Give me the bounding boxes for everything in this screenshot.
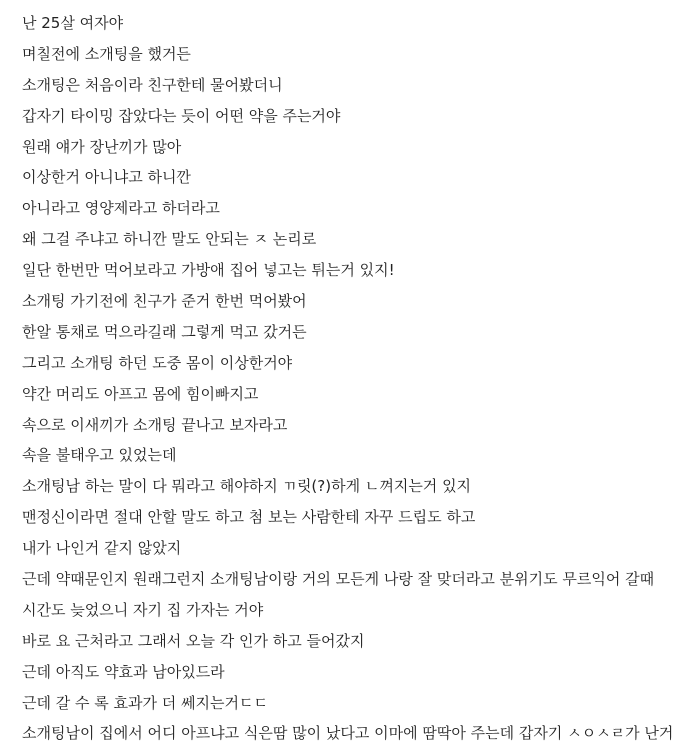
story-line: 약간 머리도 아프고 몸에 힘이빠지고 (22, 384, 259, 403)
story-line: 한알 통채로 먹으라길래 그렇게 먹고 갔거든 (22, 322, 307, 341)
story-line: 속을 불태우고 있었는데 (22, 446, 177, 465)
story-body (22, 8, 694, 749)
story-line: 소개팅은 처음이라 친구한테 물어봤더니 (22, 75, 283, 94)
story-line: 근데 약때문인지 원래그런지 소개팅남이랑 거의 모든게 나랑 잘 맞더라고 분위기도 무르익어 갈때 (22, 570, 655, 589)
story-line: 이상한거 아니냐고 하니깐 (22, 168, 191, 187)
story-line: 소개팅남이 집에서 어디 아프냐고 식은땀 많이 났다고 이마에 땀딱아 주는데 갑자기 ㅅㅇㅅㄹ가 난거 (22, 724, 674, 743)
story-line: 며칠전에 소개팅을 했거든 (22, 44, 191, 63)
story-line: 소개팅남 하는 말이 다 뭐라고 해야하지 ㄲ릿(?)하게 ㄴ껴지는거 있지 (22, 477, 472, 496)
story-line: 왜 그걸 주냐고 하니깐 말도 안되는 ㅈ 논리로 (22, 230, 317, 249)
story-line: 내가 나인거 같지 않았지 (22, 539, 182, 558)
story-line: 시간도 늦었으니 자기 집 가자는 거야 (22, 600, 264, 619)
story-line: 소개팅 가기전에 친구가 준거 한번 먹어봤어 (22, 292, 307, 311)
story-line: 맨정신이라면 절대 안할 말도 하고 첨 보는 사람한테 자꾸 드립도 하고 (22, 508, 476, 527)
story-line: 원래 얘가 장난끼가 많아 (22, 137, 182, 156)
story-line: 속으로 이새끼가 소개팅 끝나고 보자라고 (22, 415, 288, 434)
story-line: 근데 갈 수 록 효과가 더 쎄지는거ㄷㄷ (22, 693, 268, 712)
story-line: 갑자기 타이밍 잡았다는 듯이 어떤 약을 주는거야 (22, 106, 341, 125)
story-line: 아니라고 영양제라고 하더라고 (22, 199, 220, 218)
story-line: 일단 한번만 먹어보라고 가방애 집어 넣고는 튀는거 있지! (22, 261, 395, 280)
story-line: 그리고 소개팅 하던 도중 몸이 이상한거야 (22, 353, 293, 372)
story-line: 근데 아직도 약효과 남아있드라 (22, 662, 225, 681)
story-line: 난 25살 여자야 (22, 14, 124, 32)
story-line: 바로 요 근처라고 그래서 오늘 각 인가 하고 들어갔지 (22, 631, 365, 650)
